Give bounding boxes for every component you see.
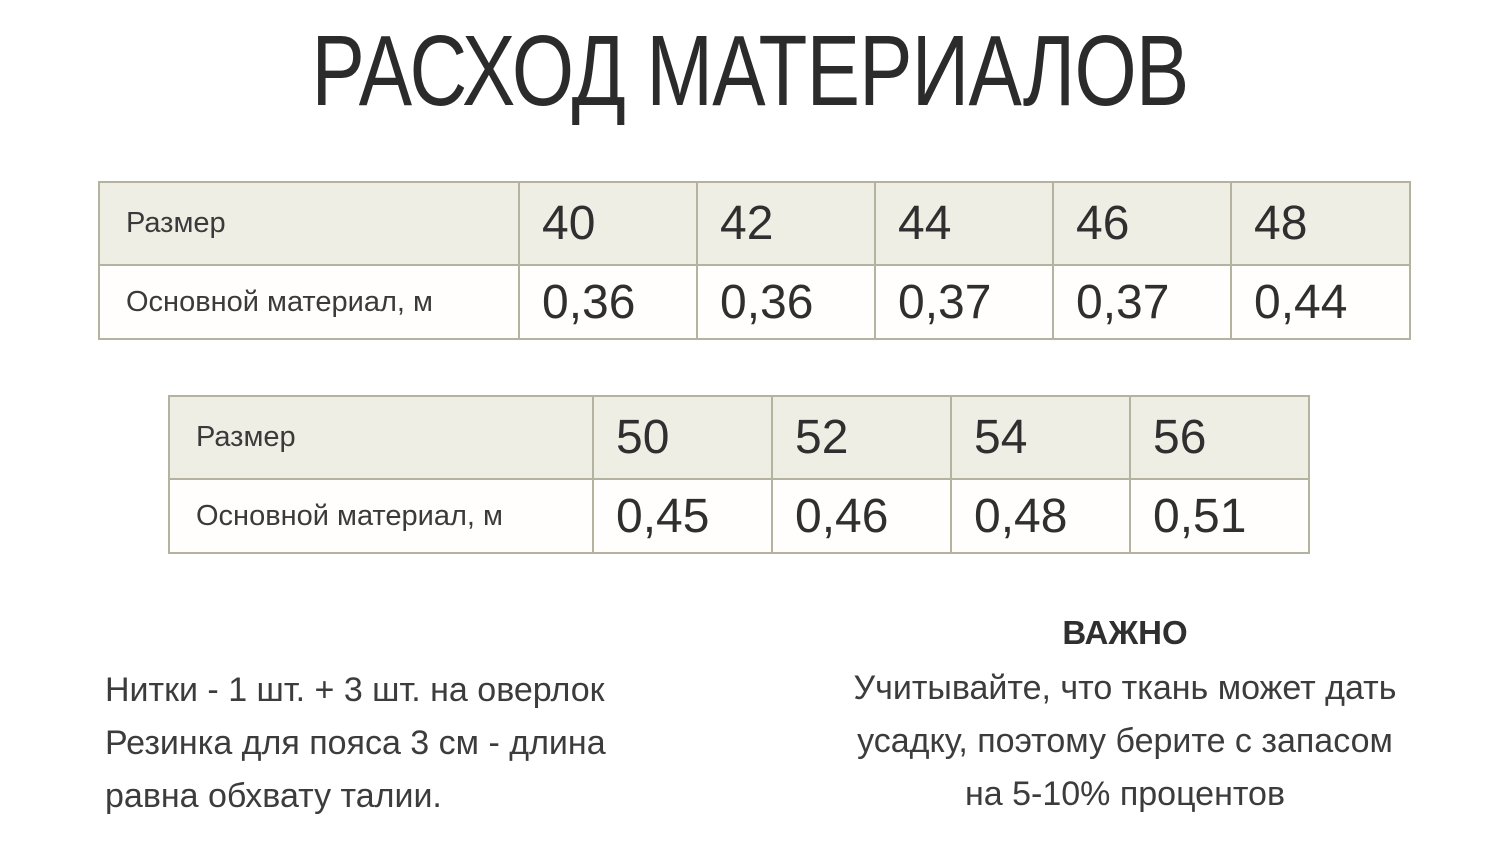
table-row bbox=[99, 265, 1410, 339]
table-row bbox=[169, 479, 1309, 553]
note-line: равна обхвату талии. bbox=[105, 777, 442, 815]
value-cell: 0,36 bbox=[519, 265, 697, 339]
value-cell: 0,46 bbox=[772, 479, 951, 553]
materials-table-sizes-40-48 bbox=[98, 181, 1411, 340]
note-line: Нитки - 1 шт. + 3 шт. на оверлок bbox=[105, 671, 605, 709]
size-cell: 54 bbox=[951, 396, 1130, 479]
value-cell: 0,44 bbox=[1231, 265, 1410, 339]
material-row-label: Основной материал, м bbox=[99, 265, 519, 339]
important-note bbox=[795, 614, 1455, 821]
size-header-label: Размер bbox=[169, 396, 593, 479]
page-title: РАСХОД МАТЕРИАЛОВ bbox=[311, 15, 1189, 127]
note-line: Учитывайте, что ткань может дать bbox=[853, 669, 1397, 707]
value-cell: 0,36 bbox=[697, 265, 875, 339]
size-cell: 44 bbox=[875, 182, 1053, 265]
size-cell: 46 bbox=[1053, 182, 1231, 265]
size-cell: 48 bbox=[1231, 182, 1410, 265]
table-row bbox=[169, 396, 1309, 479]
note-line: усадку, поэтому берите с запасом bbox=[857, 722, 1393, 760]
size-cell: 52 bbox=[772, 396, 951, 479]
notes-threads-elastic bbox=[105, 664, 606, 823]
size-cell: 50 bbox=[593, 396, 772, 479]
value-cell: 0,37 bbox=[875, 265, 1053, 339]
value-cell: 0,45 bbox=[593, 479, 772, 553]
size-cell: 56 bbox=[1130, 396, 1309, 479]
important-heading: ВАЖНО bbox=[1062, 614, 1188, 651]
note-line: на 5-10% процентов bbox=[964, 775, 1286, 813]
material-row-label: Основной материал, м bbox=[169, 479, 593, 553]
size-header-label: Размер bbox=[99, 182, 519, 265]
value-cell: 0,51 bbox=[1130, 479, 1309, 553]
materials-table-sizes-50-56 bbox=[168, 395, 1310, 554]
table-row bbox=[99, 182, 1410, 265]
size-cell: 42 bbox=[697, 182, 875, 265]
value-cell: 0,37 bbox=[1053, 265, 1231, 339]
value-cell: 0,48 bbox=[951, 479, 1130, 553]
note-line: Резинка для пояса 3 см - длина bbox=[105, 724, 606, 762]
size-cell: 40 bbox=[519, 182, 697, 265]
